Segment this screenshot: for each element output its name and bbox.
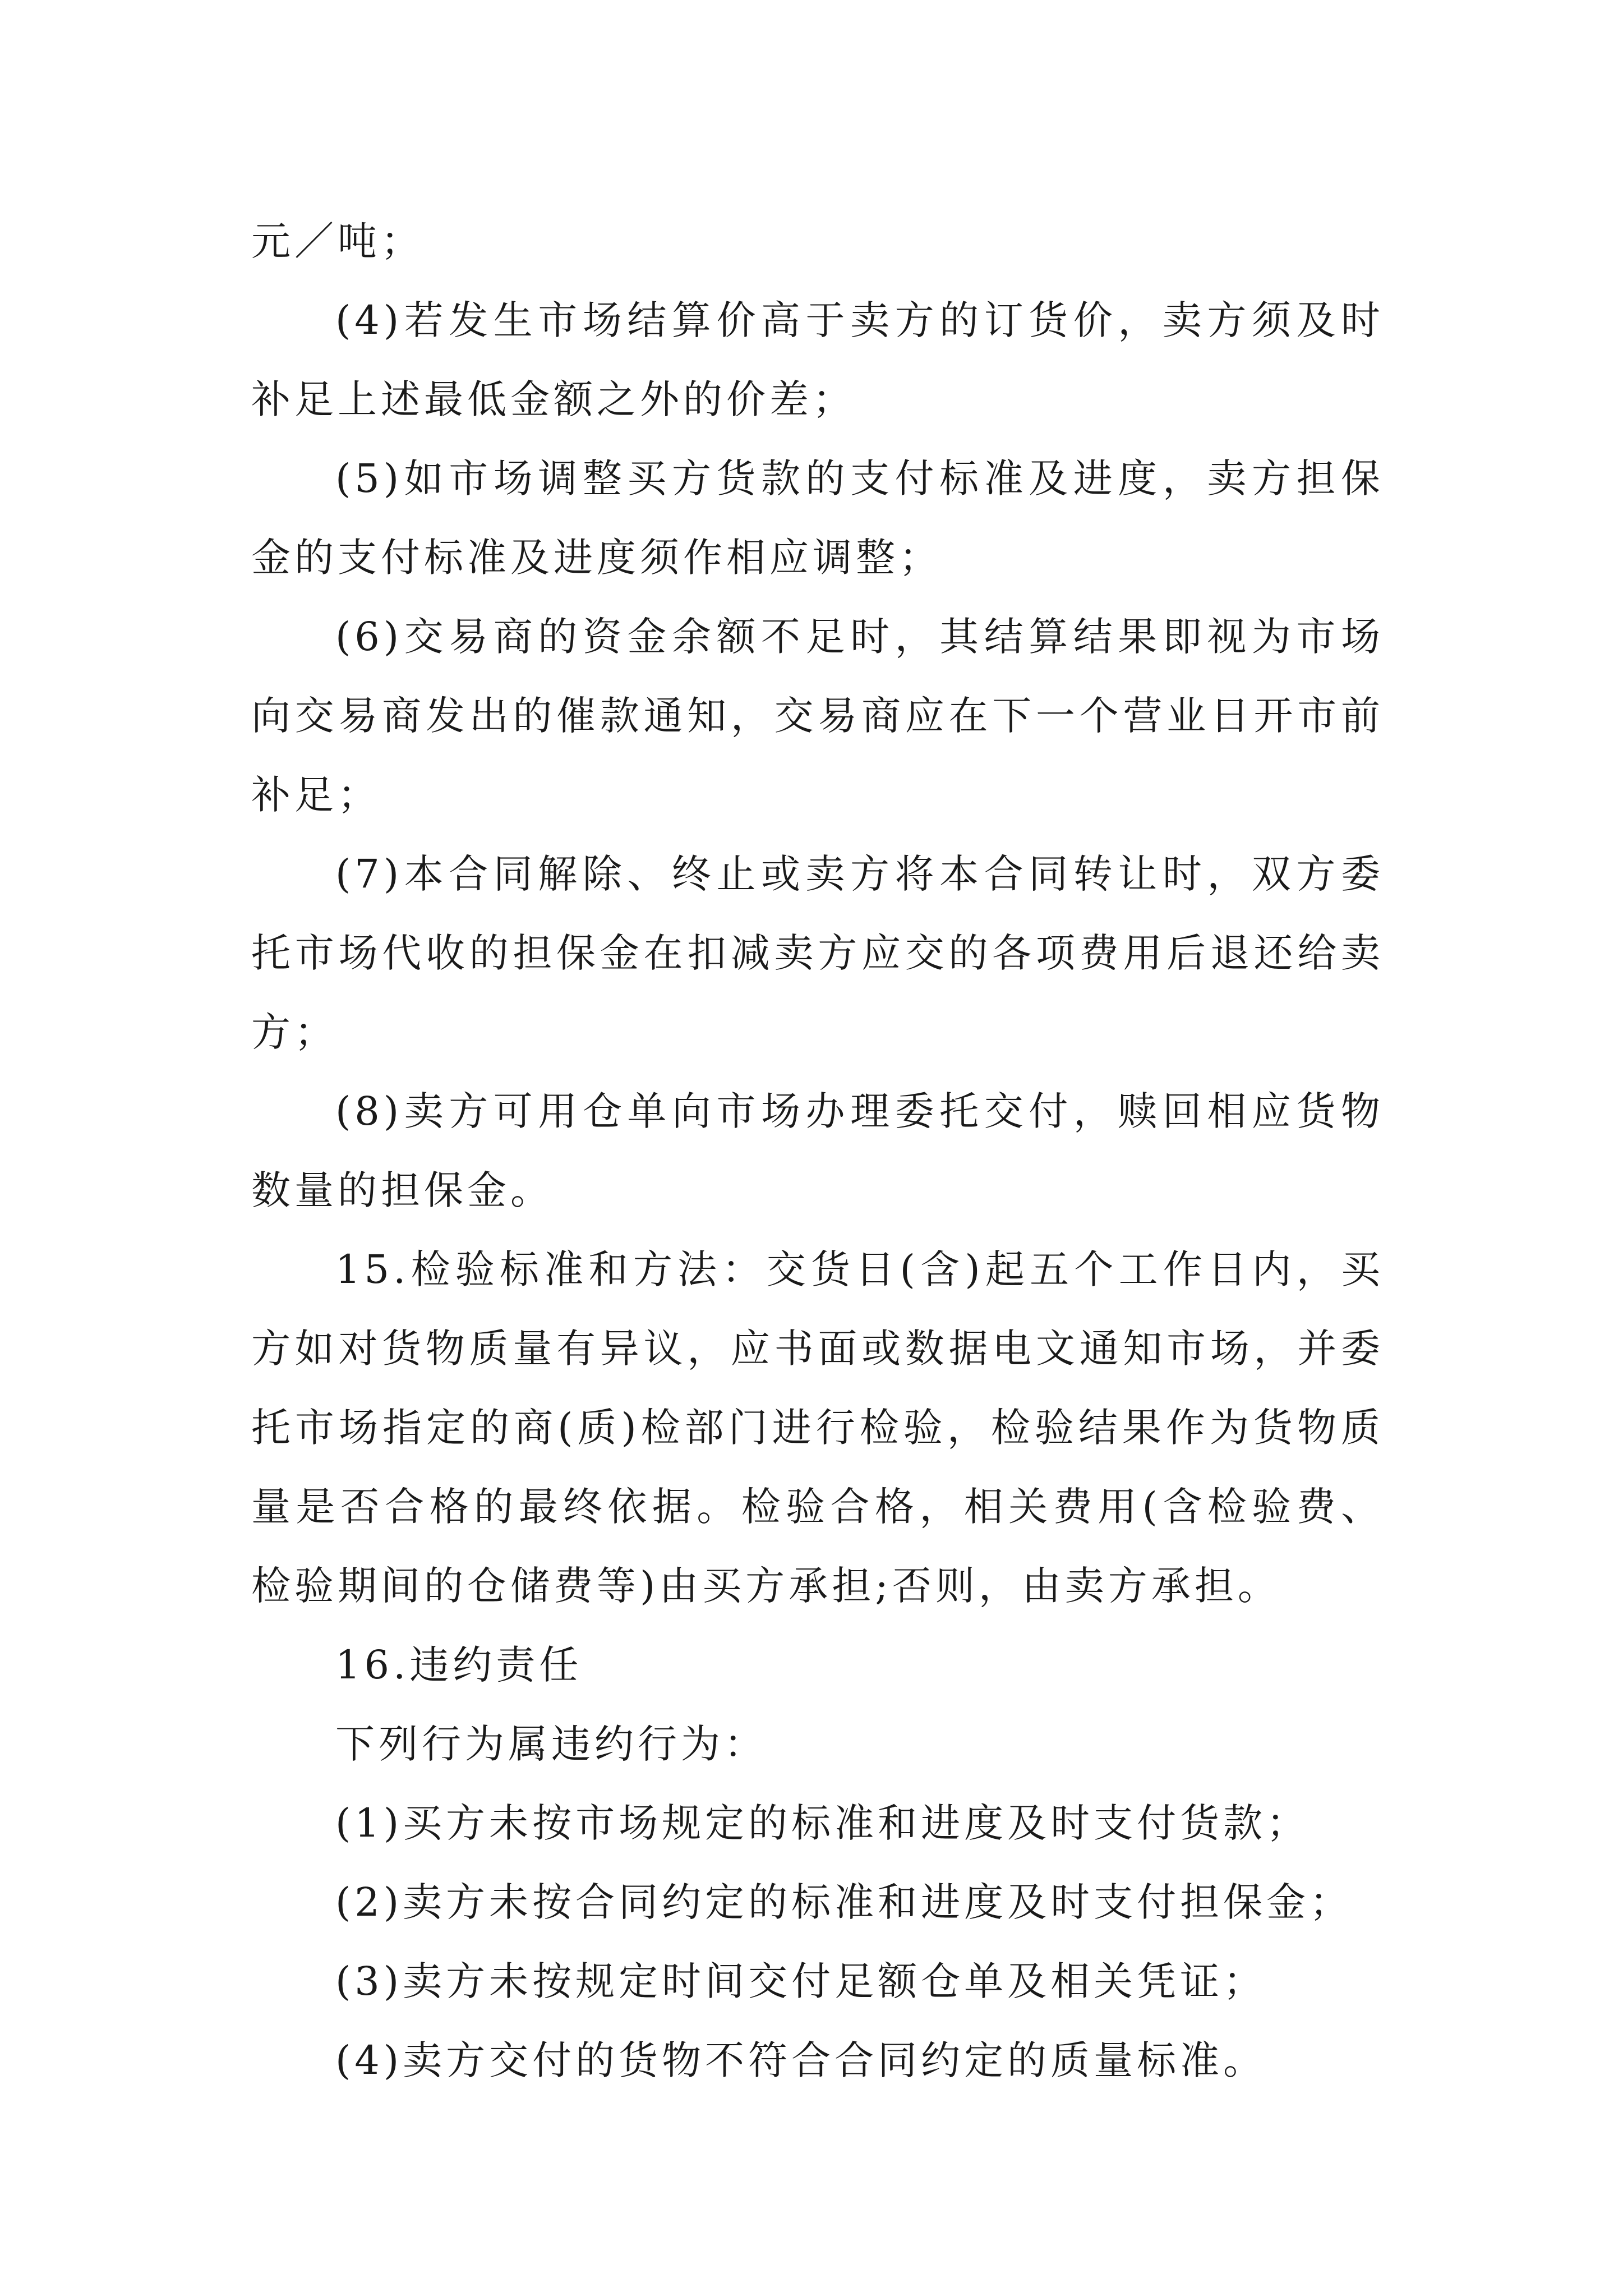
paragraph-section-15-inspection: 15.检验标准和方法：交货日(含)起五个工作日内，买方如对货物质量有异议，应书面或数据电文通知市场，并委托市场指定的商(质)检部门进行检验，检验结果作为货物质量是否合格的最终依据。检验合格，相关费用(含检验费、检验期间的仓储费等)由买方承担;否则，由卖方承担。 [251,1246,1384,1609]
paragraph-breach-2: (2)卖方未按合同约定的标准和进度及时支付担保金； [335,1879,1353,1925]
paragraph-breach-3: (3)卖方未按规定时间交付足额仓单及相关凭证； [335,1958,1267,2004]
paragraph-clause-6: (6)交易商的资金余额不足时，其结算结果即视为市场向交易商发出的催款通知，交易商应在下一个营业日开市前补足； [251,614,1384,818]
heading-section-16-liability: 16.违约责任 [335,1642,583,1688]
paragraph-clause-7: (7)本合同解除、终止或卖方将本合同转让时，双方委托市场代收的担保金在扣减卖方应交的各项费用后退还给卖方； [251,851,1384,1055]
paragraph-breach-1: (1)买方未按市场规定的标准和进度及时支付货款； [335,1800,1310,1846]
paragraph-clause-8: (8)卖方可用仓单向市场办理委托交付，赎回相应货物数量的担保金。 [251,1088,1384,1213]
paragraph-breach-4: (4)卖方交付的货物不符合合同约定的质量标准。 [335,2037,1267,2083]
paragraph-clause-5: (5)如市场调整买方货款的支付标准及进度，卖方担保金的支付标准及进度须作相应调整； [251,455,1384,581]
paragraph-breach-intro: 下列行为属违约行为： [335,1721,767,1767]
paragraph-clause-4: (4)若发生市场结算价高于卖方的订货价，卖方须及时补足上述最低金额之外的价差； [251,297,1384,422]
document-body [251,202,1384,2100]
paragraph-unit-continuation: 元／吨； [251,218,424,264]
